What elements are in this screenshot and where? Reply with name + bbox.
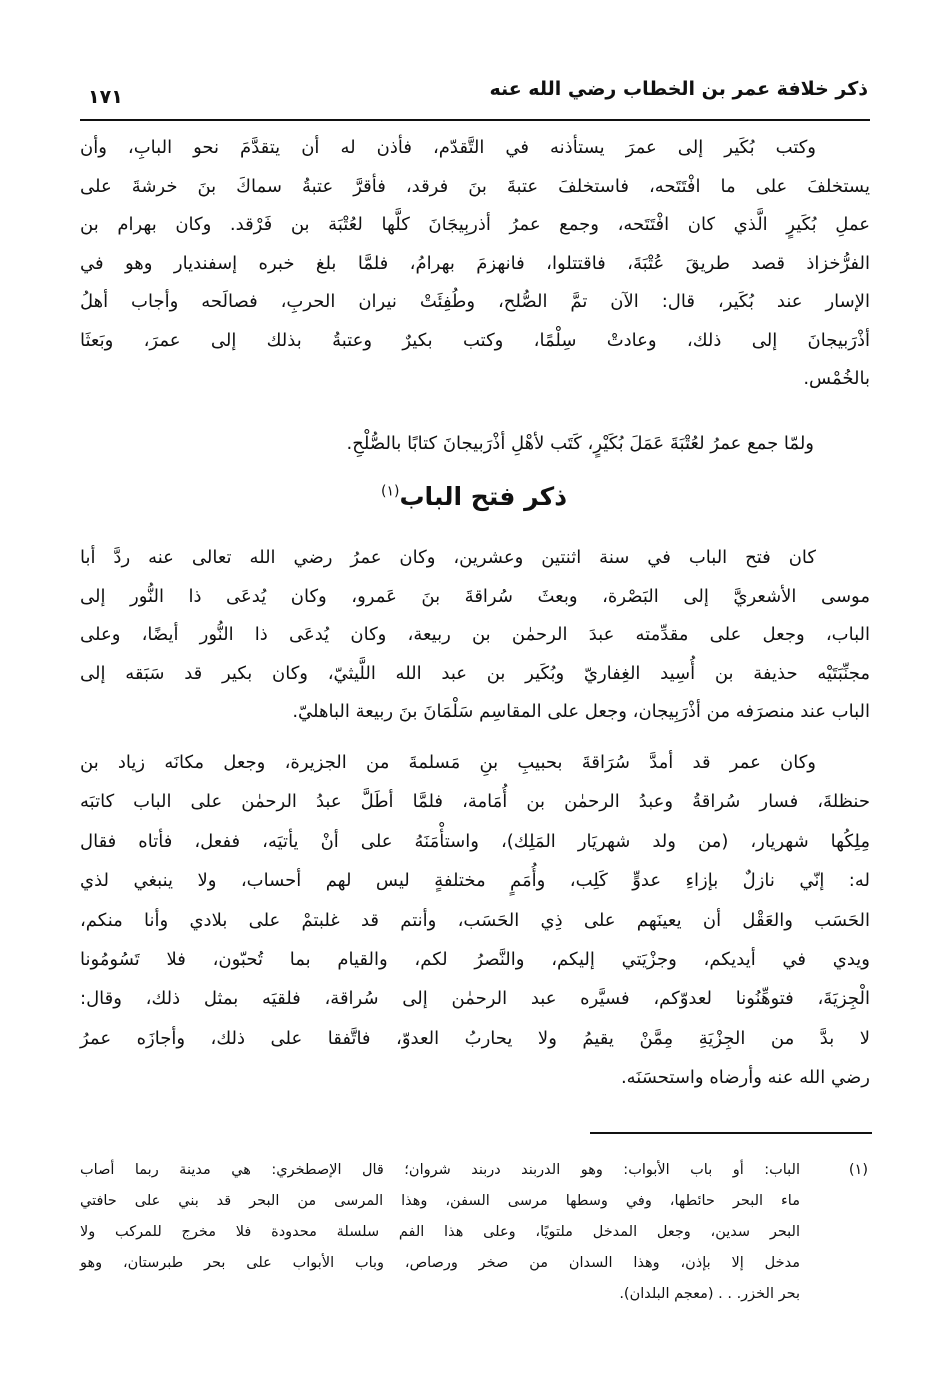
text-line: الحَسَب والعَقْل أن يعينَهم على ذِي الحَسَب، وأنتم قد غلبتمْ على بلادي وأنا منكم، [80, 909, 870, 931]
text-line: مِلِكُها شهريار، (من ولد شهريَار المَلِك)، واستأْمَنَهُ على أنْ يأتيَه، ففعل، فأتاه فقال [80, 830, 870, 852]
running-header-title: ذكر خلافة عمر بن الخطاب رضي الله عنه [489, 78, 868, 100]
text-line: يستخلفَ على ما افْتَتَحه، فاستخلفَ عتبةَ بنَ فرقد، فأقرَّ عتبةُ سماكَ بنَ خرشةَ على [80, 175, 870, 197]
footnote-line: ماء البحر حائطها، وفي وسطها مرسى السفن، وهذا المرسى من البحر قد بني على حافتي [80, 1193, 800, 1209]
footnote-reference: (١) [380, 483, 400, 500]
text-line: الباب، وجعل على مقدِّمته عبدَ الرحمٰن بن ربيعة، وكان يُدعَى ذا النُّور أيضًا، وعلى [80, 624, 870, 645]
text-line: حنظلةَ، فسار سُراقةُ وعبدُ الرحمٰن بن أُمَامة، فلمَّا أطَلَّ عبدُ الرحمٰن على الباب كاتبَه [80, 791, 870, 813]
text-line: الْجِزيَةَ، فتوهِّنُونا لعدوّكم، فسيَّره عبد الرحمٰن إلى سُراقة، فلقيَه بمثل ذلك، وقال: [80, 988, 870, 1010]
text-line: له: إنّي نازلٌ بإزاءِ عدوٍّ كَلِب، وأُمَمٍ مختلفةٍ ليس لهم أحساب، ولا ينبغي لذي [80, 870, 870, 892]
footnote-line: بحر الخزر. . . (معجم البلدان). [619, 1286, 800, 1302]
text-line: الإسار عند بُكَير، قال: الآن تمَّ الصُّلح، وطُفِئَتْ نيران الحربِ، فصالَحه وأجاب أهلُ [80, 291, 870, 312]
text-line: الباب عند منصرَفه من أذْرَبِيجان، وجعل على المقاسِم سَلْمَانَ بنَ ربيعة الباهليّ. [292, 701, 870, 722]
paragraph-2: ولمّا جمع عمرُ لعُتْبَةَ عَمَلَ بُكَيْرٍ، كَتَب لأهْلِ أذْرَبيجانَ كتابًا بالصُّلْحِ. [346, 433, 814, 454]
footnote-marker: (١) [848, 1162, 868, 1178]
text-line: ويدي في أيديكم، وجزْيَتي إليكم، والنَّصرُ لكم، والقيام بما تُحبّون، فلا تَسُومُونا [80, 948, 870, 970]
text-line: رضي الله عنه وأرضاه واستحسَنَه. [620, 1067, 870, 1089]
text-line: وكان عمر قد أمدَّ سُرَاقةَ بحبيبِ بنِ مَسلمةَ من الجزيرة، وجعل مكانَه زياد بن [80, 752, 816, 773]
page-number: ١٧١ [88, 86, 123, 108]
paragraph-1 [80, 129, 870, 399]
text-line: عملِ بُكَيرٍ الَّذي كان افْتَتَحه، وجمع عمرُ أذربِيجَانَ كلَّها لعُتْبَة بن فَرْقد. وكان بهرام بن [80, 214, 870, 235]
paragraph-4 [80, 743, 870, 1098]
section-heading-title: ذكر فتح الباب [399, 482, 568, 511]
footnote-line: البحر سدين، وجعل المدخل ملتويًا، وعلى هذا الفم سلسلة محدودة فلا مخرج للمركب ولا [80, 1224, 800, 1240]
text-line: بالخُمْس. [803, 368, 870, 389]
section-heading [0, 482, 948, 511]
header-rule [80, 119, 870, 121]
footnote [80, 1155, 800, 1310]
footnote-line: الباب: أو باب الأبواب: وهو الدربند دربند شروان؛ قال الإصطخري: هي مدينة ربما أصاب [80, 1162, 800, 1178]
text-line: كان فتح الباب في سنة اثنتين وعشرين، وكان عمرُ رضي الله تعالى عنه ردَّ أبا [80, 547, 816, 568]
footnote-line: مدخل إلا بإذن، وهذا السدان من صخر ورصاص، وباب الأبواب على بحر طبرستان، وهو [80, 1255, 800, 1271]
text-line: موسى الأشعريَّ إلى البَصْرة، وبعثَ سُراقةَ بنَ عَمرو، وكان يُدعَى ذا النُّور إلى [80, 585, 870, 607]
text-line: لا بدَّ من الجِزْيَةِ مِمَّنْ يقيمُ ولا يحاربُ العدوّ، فاتَّفقا على ذلك، وأجازَه عمرُ [80, 1027, 870, 1049]
footnote-rule [590, 1132, 872, 1134]
text-line: وكتب بُكَير إلى عمرَ يستأذنه في التَّقدّم، فأذن له أن يتقدَّمَ نحو البابِ، وأن [80, 137, 816, 158]
text-line: أذْرَبيجانَ إلى ذلك، وعادتْ سِلْمًا، وكتب بكيرٌ وعتبةُ بذلك إلى عمرَ، وبَعثَا [80, 329, 870, 351]
text-line: مجنِّبَتَيْه حذيفة بن أُسِيد الغِفاريّ وبُكَير بن عبد الله اللَّيثيّ، وكان بكير قد سَبَقه إلى [80, 662, 870, 684]
paragraph-3 [80, 539, 870, 732]
text-line: الفرُّخزاذ قصد طريقَ عُتْبَةَ، فاقتتلوا، فانهزمَ بهرامُ، فلمَّا بلغ خبره إسفنديار وهو في [80, 252, 870, 274]
